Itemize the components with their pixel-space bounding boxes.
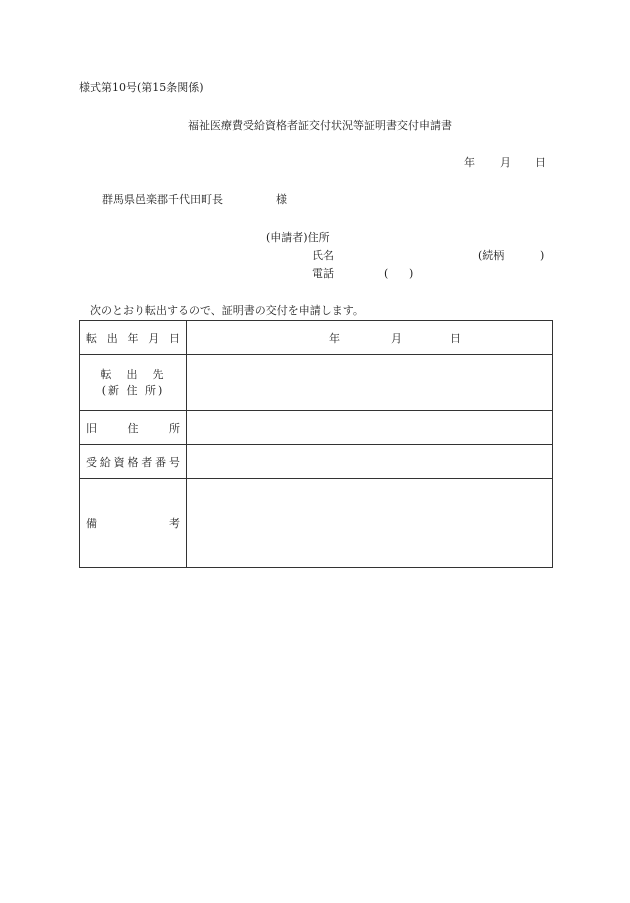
date-year-label: 年 [464, 156, 475, 169]
document-title: 福祉医療費受給資格者証交付状況等証明書交付申請書 [188, 119, 452, 132]
recipient-number-label-char: 号 [168, 455, 180, 469]
former-address-label-char: 旧 [86, 421, 97, 435]
recipient-number-label-char: 給 [99, 455, 111, 469]
recipient-number-label-char: 格 [127, 455, 139, 469]
former-address-row [80, 411, 553, 445]
phone-paren-close: ) [409, 267, 414, 280]
moveout-date-label-char: 月 [148, 331, 160, 345]
phone-paren-open: ( [384, 267, 389, 280]
form-number: 様式第10号(第15条関係) [79, 81, 204, 94]
moveout-date-row [80, 321, 553, 355]
addressee-name: 群馬県邑楽郡千代田町長 [102, 193, 223, 206]
applicant-relation-close: ) [540, 249, 545, 262]
moveout-date-field[interactable] [187, 321, 553, 355]
recipient-number-label [80, 445, 187, 479]
applicant-phone-label: 電話 [312, 267, 334, 280]
date-day-label: 日 [535, 156, 546, 169]
former-address-label [80, 411, 187, 445]
recipient-number-label-char: 者 [141, 455, 153, 469]
application-table [79, 320, 553, 568]
remarks-label-char: 考 [169, 517, 180, 530]
remarks-row [80, 479, 553, 568]
recipient-number-label-char: 資 [113, 455, 125, 469]
remarks-label-char: 備 [86, 517, 97, 530]
former-address-field[interactable] [187, 411, 553, 445]
moveout-date-label [80, 321, 187, 355]
moveout-year-label: 年 [329, 331, 340, 345]
former-address-label-char: 所 [169, 421, 180, 435]
recipient-number-field[interactable] [187, 445, 553, 479]
destination-label-line2: (新 住 所) [101, 383, 165, 397]
addressee-honorific: 様 [276, 193, 287, 206]
date-month-label: 月 [500, 156, 511, 169]
remarks-field[interactable] [187, 479, 553, 568]
destination-row [80, 355, 553, 411]
applicant-name-label: 氏名 [312, 249, 334, 262]
former-address-label-char: 住 [127, 421, 139, 435]
recipient-number-row [80, 445, 553, 479]
moveout-date-label-char: 日 [169, 331, 180, 345]
moveout-day-label: 日 [450, 331, 461, 345]
intro-text: 次のとおり転出するので、証明書の交付を申請します。 [90, 304, 364, 317]
destination-label [80, 355, 187, 411]
destination-field[interactable] [187, 355, 553, 411]
applicant-relation-label: (続柄 [478, 249, 505, 262]
moveout-month-label: 月 [391, 331, 402, 345]
destination-label-line1: 転 出 先 [100, 367, 166, 381]
recipient-number-label-char: 番 [155, 455, 167, 469]
applicant-address-label: (申請者)住所 [266, 231, 330, 244]
remarks-label [80, 479, 187, 568]
moveout-date-label-char: 出 [106, 331, 118, 345]
moveout-date-label-char: 年 [127, 331, 139, 345]
recipient-number-label-char: 受 [86, 455, 97, 469]
moveout-date-label-char: 転 [86, 331, 97, 345]
